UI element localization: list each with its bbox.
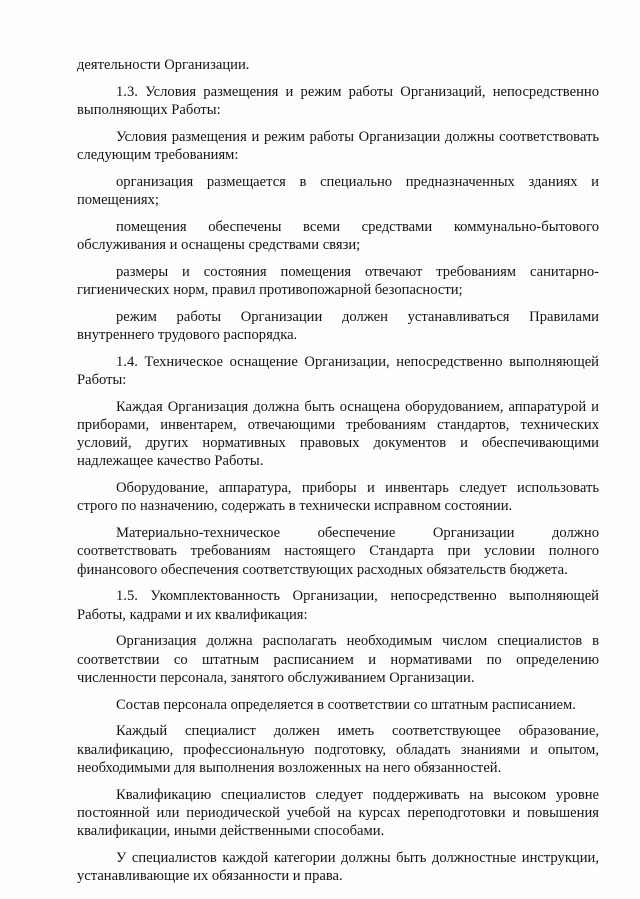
paragraph: Оборудование, аппаратура, приборы и инвентарь следует использовать строго по назначению, содержать в технически исправном состоянии. [77, 480, 599, 515]
section-heading-1-5: 1.5. Укомплектованность Организации, непосредственно выполняющей Работы, кадрами и их квалификация: [77, 588, 599, 623]
paragraph: Условия размещения и режим работы Организации должны соответствовать следующим требованиям: [77, 128, 599, 163]
paragraph: Каждая Организация должна быть оснащена оборудованием, аппаратурой и приборами, инвентарем, отвечающими требованиям стандартов, технических условий, других нормативных правовых документов и обеспечивающими надлежащее качество Работы. [77, 398, 599, 470]
paragraph: Организация должна располагать необходимым числом специалистов в соответствии со штатным расписанием и нормативами по определению численности персонала, занятого обслуживанием Организации. [77, 633, 599, 686]
document-body [77, 56, 599, 894]
paragraph-continuation: деятельности Организации. [77, 57, 250, 73]
section-heading-1-4: 1.4. Техническое оснащение Организации, непосредственно выполняющей Работы: [77, 353, 599, 388]
list-paragraph: организация размещается в специально предназначенных зданиях и помещениях; [77, 173, 599, 208]
paragraph: Каждый специалист должен иметь соответствующее образование, квалификацию, профессиональную подготовку, обладать знаниями и опытом, необходимыми для выполнения возложенных на него обязанностей. [77, 723, 599, 776]
list-paragraph: размеры и состояния помещения отвечают требованиям санитарно-гигиенических норм, правил противопожарной безопасности; [77, 263, 599, 298]
list-paragraph: режим работы Организации должен устанавливаться Правилами внутреннего трудового распорядка. [77, 308, 599, 343]
paragraph: Материально-техническое обеспечение Организации должно соответствовать требованиям настоящего Стандарта при условии полного финансового обеспечения соответствующих расходных обязательств бюджета. [77, 525, 599, 578]
paragraph: Состав персонала определяется в соответствии со штатным расписанием. [116, 696, 576, 713]
section-heading-1-3: 1.3. Условия размещения и режим работы Организаций, непосредственно выполняющих Работы: [77, 83, 599, 118]
paragraph: У специалистов каждой категории должны быть должностные инструкции, устанавливающие их обязанности и права. [77, 849, 599, 885]
list-paragraph: помещения обеспечены всеми средствами коммунально-бытового обслуживания и оснащены средствами связи; [77, 218, 599, 253]
paragraph: Квалификацию специалистов следует поддерживать на высоком уровне постоянной или периодической учебой на курсах переподготовки и повышения квалификации, иными действенными способами. [77, 786, 599, 840]
